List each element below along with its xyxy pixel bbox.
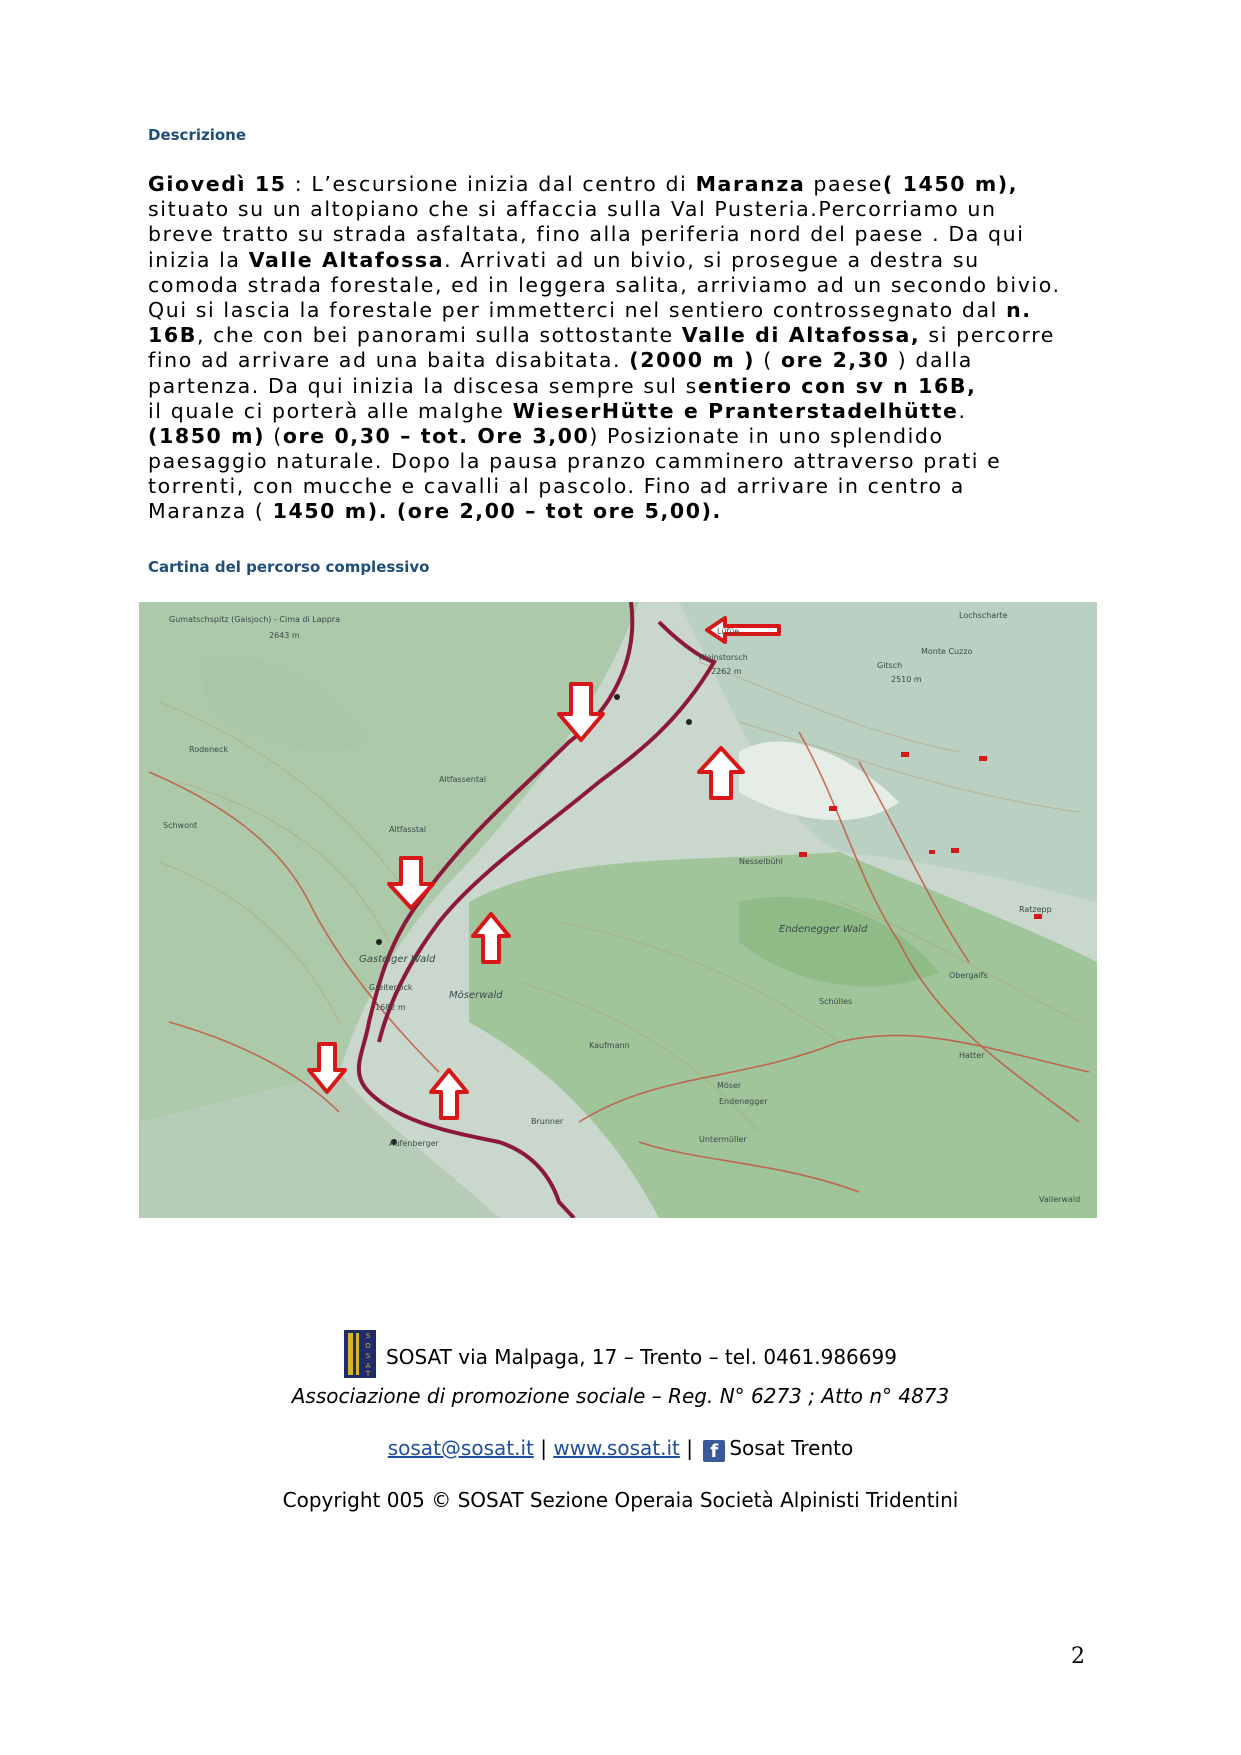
map-label: Gumatschspitz (Gaisjoch) - Cima di Lappra — [169, 615, 340, 624]
footer-address-line — [0, 1330, 1241, 1378]
svg-text:A: A — [365, 1362, 371, 1370]
footer-association: Associazione di promozione sociale – Reg. N° 6273 ; Atto n° 4873 — [291, 1384, 950, 1408]
map-label: Obergaifs — [949, 971, 988, 980]
sosat-logo-icon — [344, 1330, 376, 1378]
map-label: Rodeneck — [189, 745, 229, 754]
map-label: 1682 m — [375, 1003, 406, 1012]
description-run: il quale ci porterà alle malghe — [148, 398, 513, 423]
description-run: paese — [805, 172, 883, 196]
facebook-link[interactable]: Sosat Trento — [729, 1436, 854, 1460]
map-label: 2262 m — [711, 667, 742, 676]
map-label: Nesselbühl — [739, 857, 783, 866]
map-label: Altfasstal — [389, 825, 427, 834]
description-run: : L’escursione inizia dal centro di — [286, 172, 696, 196]
separator: | — [686, 1436, 693, 1460]
map-label: 2643 m — [269, 631, 300, 640]
description-line — [148, 273, 1108, 298]
map-label: 2510 m — [891, 675, 922, 684]
map-label: Untermüller — [699, 1135, 747, 1144]
description-bold-run: 16B — [148, 323, 197, 348]
description-line — [148, 374, 1108, 399]
description-bold-run: Maranza — [695, 172, 806, 196]
description-line — [148, 348, 1108, 373]
footer-address: SOSAT via Malpaga, 17 – Trento – tel. 0461.986699 — [386, 1345, 897, 1369]
map-label: Ratzepp — [1019, 905, 1052, 914]
map-label: Möser — [717, 1081, 742, 1090]
map-label: Schülles — [819, 997, 853, 1006]
map-label: Gasteiger Wald — [359, 954, 436, 965]
map-label: Aufenberger — [389, 1139, 439, 1148]
description-run: Maranza ( — [148, 499, 273, 524]
map-label: Altfassental — [439, 775, 487, 784]
description-run: si percorre — [920, 323, 1055, 348]
description-run: ( — [755, 348, 781, 373]
description-line — [148, 172, 1108, 197]
map-label: Endenegger — [719, 1097, 768, 1106]
description-run: breve tratto su strada asfaltata, fino alla periferia nord del paese . Da qui — [148, 222, 1025, 247]
description-run: . — [958, 398, 967, 423]
map-label: Lochscharte — [959, 611, 1008, 620]
description-line — [148, 323, 1108, 348]
description-bold-run: ( 1450 m), — [882, 172, 1019, 196]
description-run: partenza. Da qui inizia la discesa sempre sul s — [148, 373, 698, 398]
description-line — [148, 499, 1108, 524]
description-run: . Arrivati ad un bivio, si prosegue a destra su — [444, 247, 980, 272]
description-line — [148, 248, 1108, 273]
description-bold-run: (1850 m) — [148, 423, 266, 448]
description-run: ( — [265, 423, 283, 448]
map-label: Greitenock — [369, 983, 413, 992]
description-run: ) dalla — [889, 348, 973, 373]
svg-text:S: S — [365, 1332, 371, 1340]
description-text — [148, 172, 1108, 525]
description-run: ) Posizionate in uno splendido — [589, 423, 944, 448]
description-run: situato su un altopiano che si affaccia sulla Val Pusteria.Percorriamo un — [148, 197, 997, 222]
website-link[interactable]: www.sosat.it — [553, 1436, 680, 1460]
description-run: , che con bei panorami sulla sottostante — [196, 323, 682, 348]
description-line — [148, 449, 1108, 474]
email-link[interactable]: sosat@sosat.it — [387, 1436, 534, 1460]
map-label: Monte Cuzzo — [921, 647, 973, 656]
map-label: Gitsch — [877, 661, 903, 670]
description-run: paesaggio naturale. Dopo la pausa pranzo camminero attraverso prati e — [148, 449, 1002, 474]
description-run: Qui si lascia la forestale per immetterci nel sentiero controssegnato dal — [148, 297, 1007, 322]
description-run: fino ad arrivare ad una baita disabitata. — [148, 348, 630, 373]
description-line — [148, 197, 1108, 222]
description-bold-run: WieserHütte e Pranterstadelhütte — [512, 398, 959, 423]
description-bold-run: (2000 m ) — [629, 348, 756, 373]
map-label: Möserwald — [449, 990, 503, 1001]
description-run: comoda strada forestale, ed in leggera salita, arriviamo ad un secondo bivio. — [148, 272, 1061, 297]
description-line — [148, 298, 1108, 323]
description-line — [148, 222, 1108, 247]
map-label: Vallerwald — [1039, 1195, 1081, 1204]
description-line — [148, 399, 1108, 424]
page-number: 2 — [1071, 1644, 1085, 1669]
map-label: Brunner — [531, 1117, 564, 1126]
map-label: Kaufmann — [589, 1041, 630, 1050]
map-label: Schwont — [163, 821, 198, 830]
description-run: inizia la — [148, 247, 249, 272]
map-label: Endenegger Wald — [779, 924, 868, 935]
description-bold-run: entiero con sv n 16B, — [697, 373, 977, 398]
description-bold-run: ore 2,30 — [780, 348, 890, 373]
footer-links — [0, 1436, 1241, 1462]
description-bold-run: 1450 m). (ore 2,00 – tot ore 5,00). — [272, 499, 722, 524]
description-bold-run: Valle Altafossa — [248, 247, 445, 272]
description-run: torrenti, con mucche e cavalli al pascolo. Fino ad arrivare in centro a — [148, 474, 965, 499]
svg-text:S: S — [365, 1352, 371, 1360]
route-map-svg — [139, 602, 1097, 1218]
description-bold-run: Valle di Altafossa, — [681, 323, 921, 348]
description-bold-run: Giovedì 15 — [148, 172, 287, 196]
separator: | — [540, 1436, 547, 1460]
description-bold-run: ore 0,30 – tot. Ore 3,00 — [282, 423, 590, 448]
description-heading: Descrizione — [148, 126, 247, 144]
description-line — [148, 424, 1108, 449]
map-label: Lüfüe — [717, 627, 740, 636]
route-map — [139, 602, 1097, 1218]
facebook-icon[interactable]: f — [703, 1440, 725, 1462]
footer-copyright: Copyright 005 © SOSAT Sezione Operaia Società Alpinisti Tridentini — [282, 1488, 959, 1512]
description-bold-run: n. — [1006, 297, 1032, 322]
map-label: Kleinstorsch — [699, 653, 748, 662]
description-line — [148, 474, 1108, 499]
svg-text:O: O — [365, 1342, 371, 1350]
map-heading: Cartina del percorso complessivo — [148, 558, 430, 576]
svg-text:T: T — [365, 1370, 371, 1378]
map-label: Hatter — [959, 1051, 985, 1060]
